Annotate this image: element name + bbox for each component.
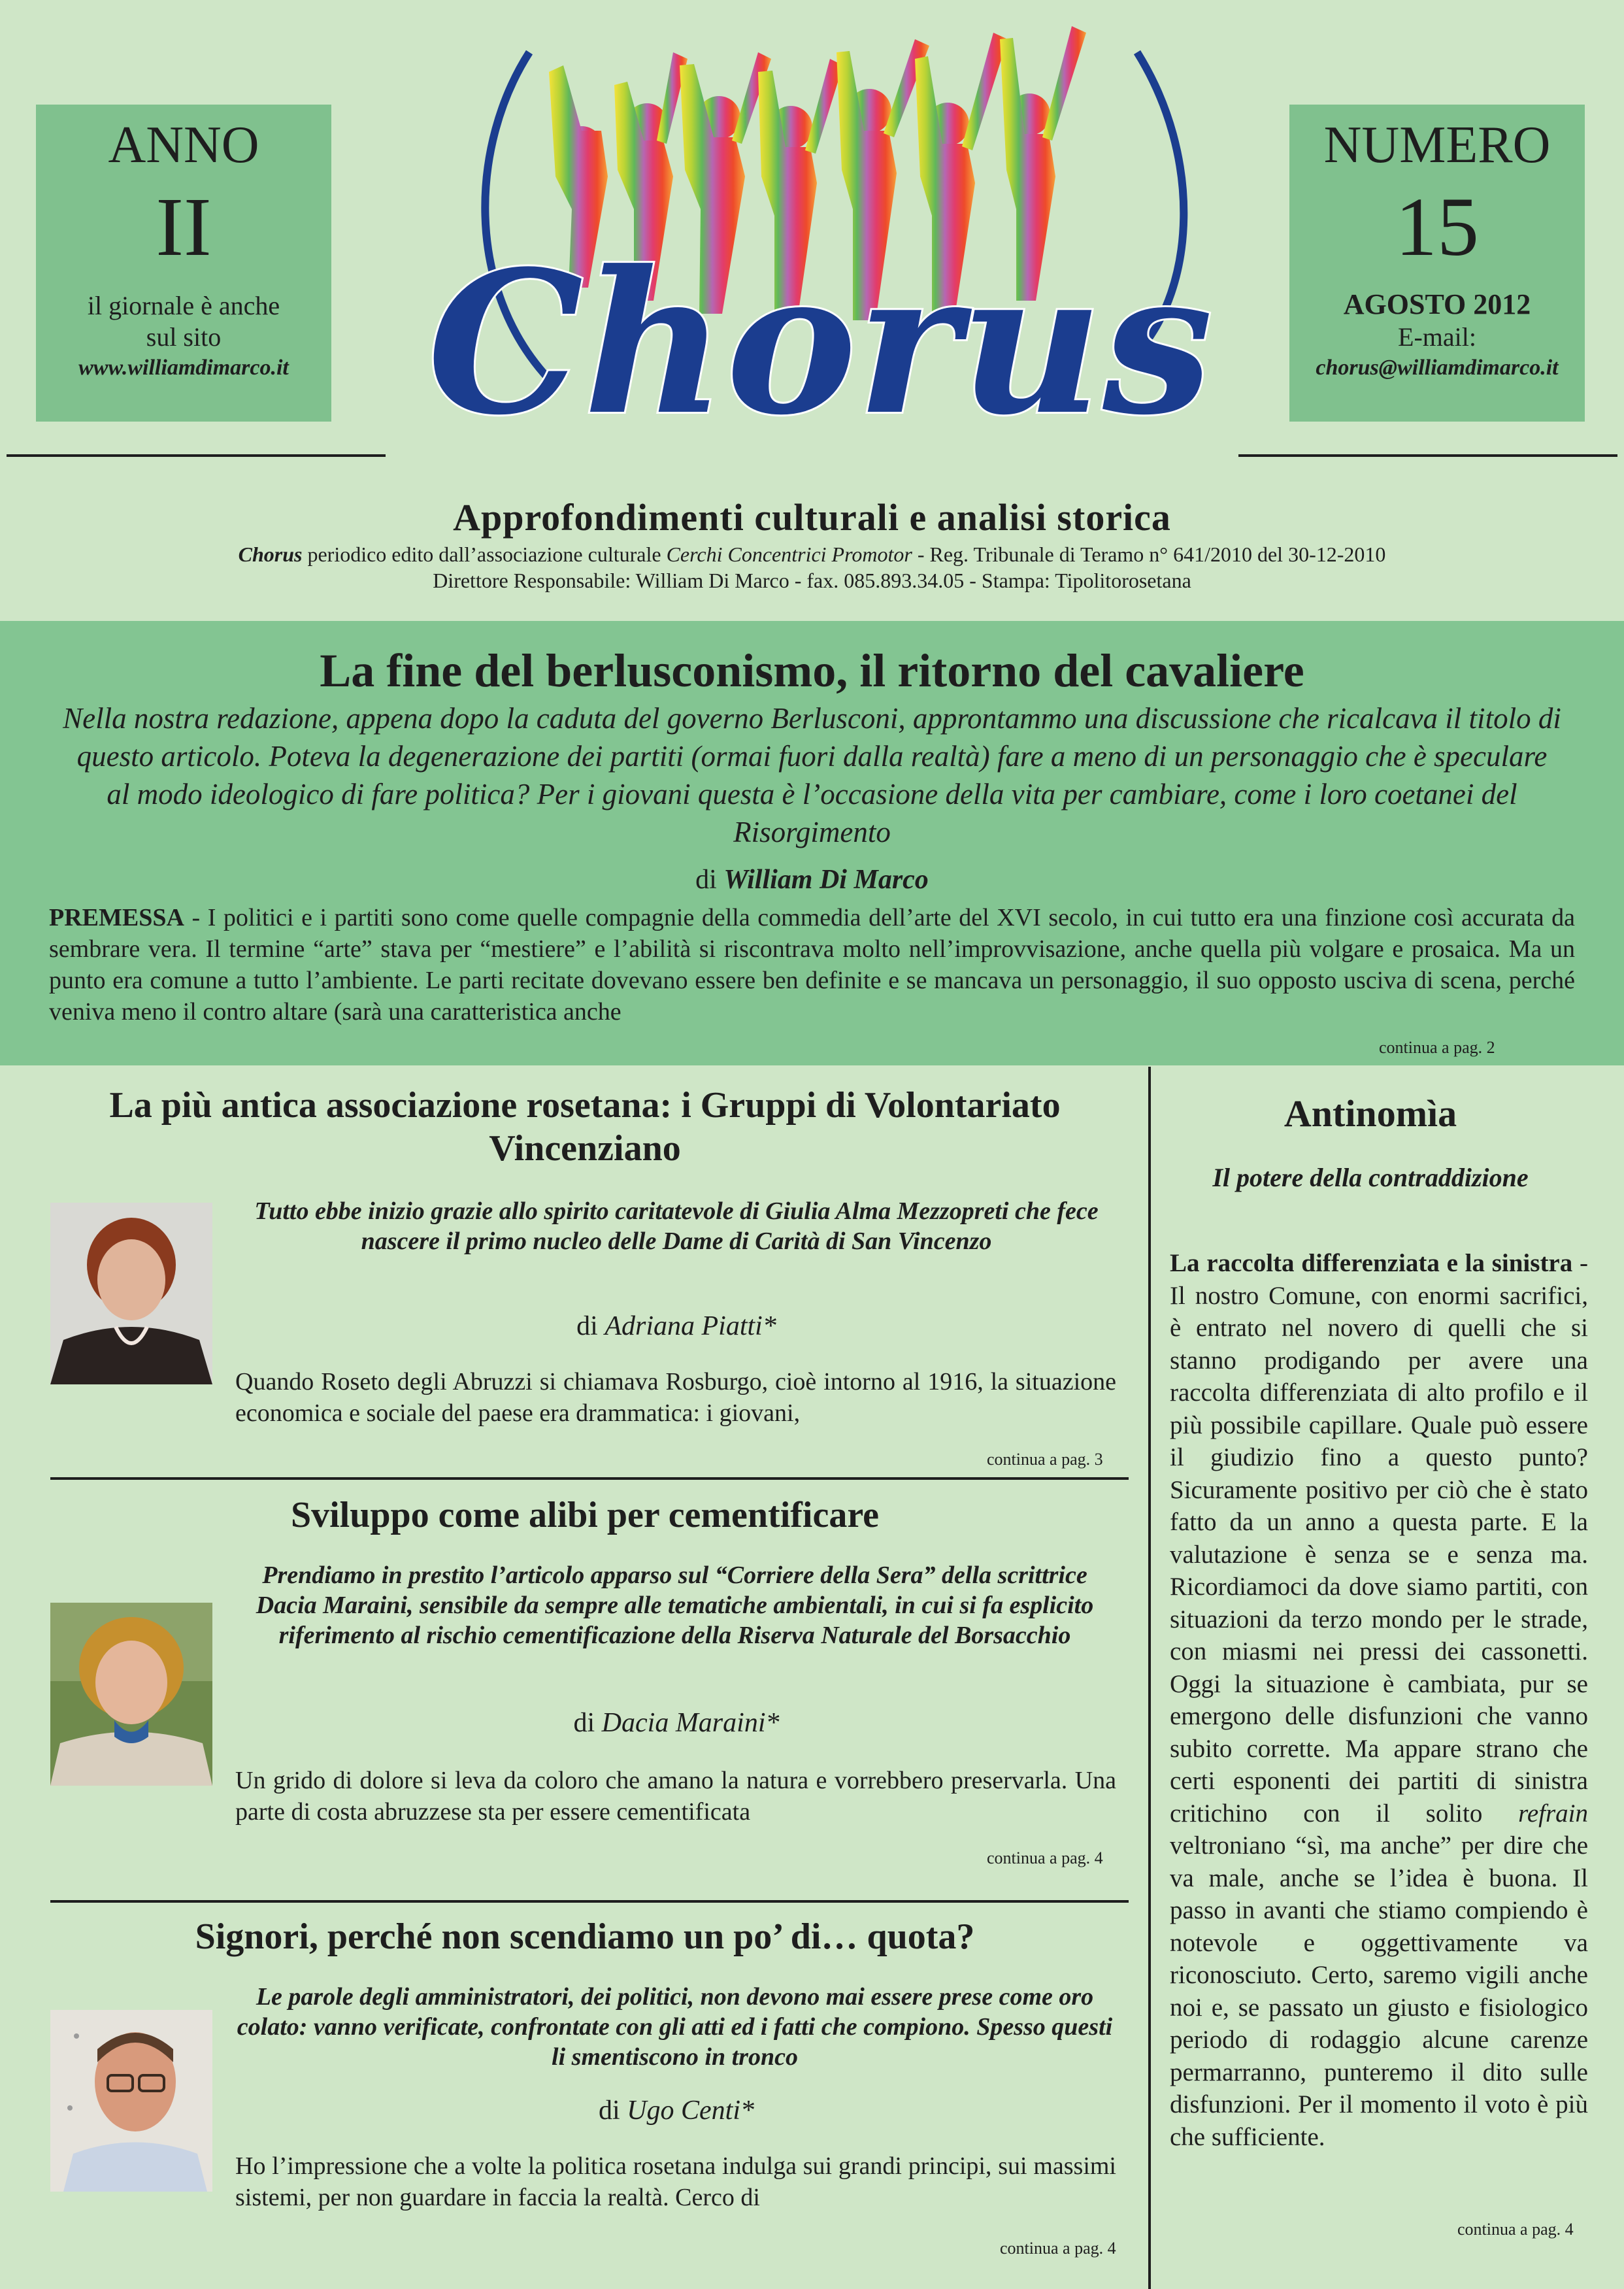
masthead-rule-left xyxy=(7,454,386,457)
article-2-byline-prefix: di xyxy=(573,1708,602,1738)
issue-number: 15 xyxy=(1395,180,1479,273)
sidebar-subtitle: Il potere della contraddizione xyxy=(1212,1163,1529,1192)
page-subtitle: Approfondimenti culturali e analisi storica xyxy=(453,496,1171,539)
sidebar-body-part2: veltroniano “sì, ma anche” per dire che va male, anche se l’idea è buona. Il passo in avanti che stiamo compiendo è notevole e oggettivamente va riconosciuto. Certo, saremo vigili anche noi e, se passato un giusto e fisiologico periodo di rodaggio alcune carenze permarranno, punteremo il dito sulle disfunzioni. Per il momento il voto è più che sufficiente. xyxy=(1170,1831,1588,2151)
chorus-logo xyxy=(392,13,1248,458)
year-label: ANNO xyxy=(108,116,259,174)
sidebar-title[interactable]: Antinomìa xyxy=(1284,1092,1457,1135)
article-1-byline xyxy=(242,1311,1111,1342)
year-box xyxy=(36,105,331,422)
article-3-body: Ho l’impressione che a volte la politica rosetana indulga sui grandi principi, sui massimi sistemi, per non guardare in faccia la realtà. Cerco di xyxy=(235,2152,1116,2211)
article-3-byline xyxy=(242,2095,1111,2126)
article-1-rule xyxy=(50,1477,1129,1480)
imprint-assoc: Cerchi Concentrici Promotor xyxy=(666,543,912,566)
issue-label: NUMERO xyxy=(1323,116,1551,174)
lead-title[interactable]: La fine del berlusconismo, il ritorno del cavaliere xyxy=(320,644,1304,697)
article-2-title[interactable]: Sviluppo come alibi per cementificare xyxy=(290,1495,880,1535)
lead-continued[interactable]: continua a pag. 2 xyxy=(1379,1038,1495,1057)
article-3-continued[interactable]: continua a pag. 4 xyxy=(1000,2239,1116,2258)
email-address[interactable]: chorus@williamdimarco.it xyxy=(1316,356,1559,380)
article-2-continued[interactable]: continua a pag. 4 xyxy=(987,1848,1103,1867)
article-3-summary: Le parole degli amministratori, dei politici, non devono mai essere prese come oro colato: vanno verificate, confrontate con gli atti ed i fatti che compiono. Spesso questi li smentiscono in tronco xyxy=(237,1983,1113,2071)
imprint-pub-name: Chorus xyxy=(238,543,303,566)
article-2-author: Dacia Maraini* xyxy=(601,1708,780,1738)
imprint-text1: periodico edito dall’associazione culturale xyxy=(302,543,667,566)
imprint-text2: - Reg. Tribunale di Teramo n° 641/2010 del 30-12-2010 xyxy=(912,543,1386,566)
sidebar-body-part1: - Il nostro Comune, con enormi sacrifici, è entrato nel novero di quelli che si stanno prodigando per avere una raccolta differenziata di alto profilo e il più possibile capillare. Quale può essere il giudizio fino a questo punto? Sicuramente positivo per ciò che è stato fatto da un anno a questa parte. E la valutazione è senza se e senza ma. Ricordiamoci da dove siamo partiti, con situazioni da terzo mondo per le strade, con miasmi nei pressi dei cassonetti. Oggi la situazione è cambiata, pur se emergono delle disfunzioni che vanno subito corrette. Ma appare strano che certi esponenti dei partiti di sinistra critichino con il solito xyxy=(1170,1249,1588,1828)
lead-body xyxy=(49,902,1575,1026)
imprint-line1 xyxy=(0,543,1624,567)
article-2-author-photo xyxy=(50,1603,212,1786)
article-3-byline-prefix: di xyxy=(599,2096,627,2126)
masthead-rule-right xyxy=(1238,454,1617,457)
lead-summary: Nella nostra redazione, appena dopo la caduta del governo Berlusconi, approntammo una discussione che ricalcava il titolo di questo articolo. Poteva la degenerazione dei partiti (ormai fuori dalla realtà) fare a meno di un personaggio che è speculare al modo ideologico di fare politica? Per i giovani questa è l’occasione della vita per cambiare, come i loro coetanei del Risorgimento xyxy=(63,702,1561,848)
article-2-rule xyxy=(50,1900,1129,1903)
lead-body-text: - I politici e i partiti sono come quelle compagnie della commedia dell’arte del XVI secolo, in cui tutto era una finzione così accurata da sembrare vera. Il termine “arte” stava per “mestiere” e l’abilità si riscontrava molto nell’improvvisazione, anche quella più volgare e prosaica. Ma un punto era comune a tutto l’ambiente. Le parti recitate dovevano essere ben definite e se mancava un personaggio, il suo opposto usciva di scena, perché veniva meno il contro altare (sarà una caratteristica anche xyxy=(49,904,1575,1026)
article-2-summary: Prendiamo in prestito l’articolo apparso sul “Corriere della Sera” della scrittrice Dacia Maraini, sensibile da sempre alle tematiche ambientali, in cui si fa esplicito riferimento al rischio cementificazione della Riserva Naturale del Borsacchio xyxy=(256,1562,1094,1649)
site-url[interactable]: www.williamdimarco.it xyxy=(78,356,289,380)
article-1-title[interactable]: La più antica associazione rosetana: i Gruppi di Volontariato Vincenziano xyxy=(109,1085,1061,1169)
article-1-continued[interactable]: continua a pag. 3 xyxy=(987,1450,1103,1469)
email-label: E-mail: xyxy=(1398,322,1476,352)
sidebar-body xyxy=(1170,1247,1588,2153)
site-note-line1: il giornale è anche xyxy=(87,291,280,320)
logo-wordmark: Chorus xyxy=(427,227,1214,458)
lead-byline xyxy=(0,864,1624,895)
issue-box xyxy=(1289,105,1585,422)
sidebar-lead-label: La raccolta differenziata e la sinistra xyxy=(1170,1249,1573,1277)
article-1-author: Adriana Piatti* xyxy=(605,1311,776,1341)
issue-date: AGOSTO 2012 xyxy=(1343,288,1531,320)
article-1-author-photo xyxy=(50,1203,212,1384)
imprint-line2: Direttore Responsabile: William Di Marco - fax. 085.893.34.05 - Stampa: Tipolitorosetana xyxy=(433,569,1191,592)
article-2-body: Un grido di dolore si leva da coloro che amano la natura e vorrebbero preservarla. Una parte di costa abruzzese sta per essere cementificata xyxy=(235,1767,1116,1826)
article-3-author-photo xyxy=(50,2010,212,2192)
lead-body-label: PREMESSA xyxy=(49,904,184,931)
site-note-line2: sul sito xyxy=(146,322,222,352)
article-1-summary: Tutto ebbe inizio grazie allo spirito caritatevole di Giulia Alma Mezzopreti che fece nascere il primo nucleo delle Dame di Carità di San Vincenzo xyxy=(254,1197,1099,1255)
lead-author: William Di Marco xyxy=(723,865,929,895)
sidebar-continued[interactable]: continua a pag. 4 xyxy=(1457,2220,1574,2239)
article-2-byline xyxy=(242,1707,1111,1739)
article-3-author: Ugo Centi* xyxy=(627,2096,754,2126)
year-value: II xyxy=(156,180,212,273)
lead-byline-prefix: di xyxy=(695,865,724,895)
column-divider xyxy=(1148,1067,1151,2289)
sidebar-body-em: refrain xyxy=(1518,1799,1588,1828)
article-1-byline-prefix: di xyxy=(576,1311,605,1341)
article-3-title[interactable]: Signori, perché non scendiamo un po’ di… quota? xyxy=(195,1916,975,1957)
article-1-body: Quando Roseto degli Abruzzi si chiamava Rosburgo, cioè intorno al 1916, la situazione economica e sociale del paese era drammatica: i giovani, xyxy=(235,1368,1116,1427)
